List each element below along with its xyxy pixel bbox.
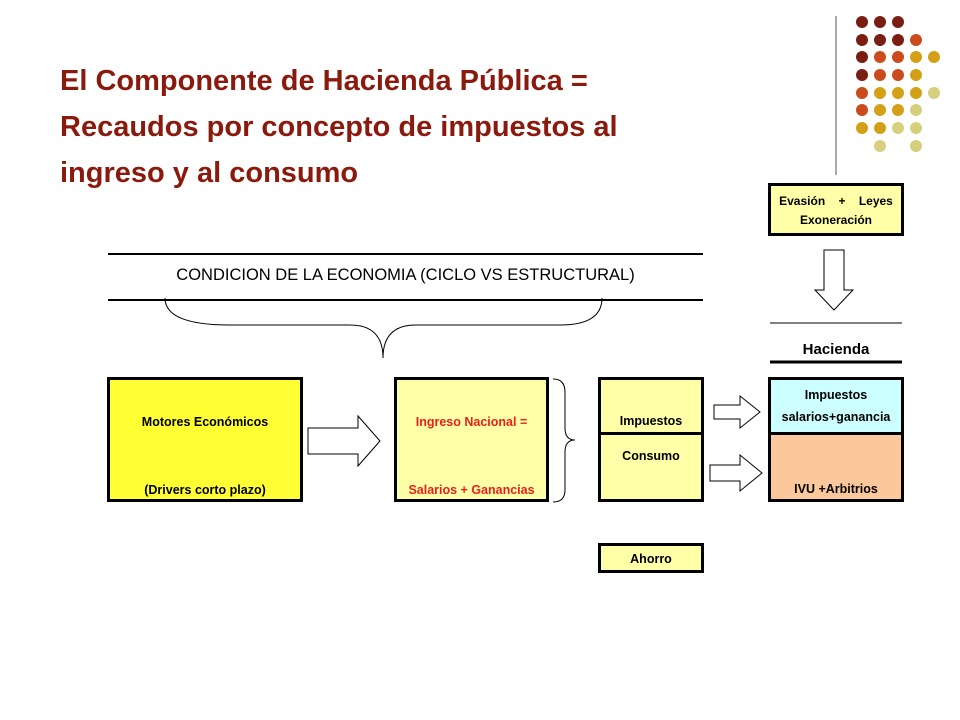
hacienda-impuestos-line-1: Impuestos — [804, 388, 868, 402]
decorative-dot-grid — [856, 16, 940, 152]
condicion-label: CONDICION DE LA ECONOMIA (CICLO VS ESTRUCTURAL) — [176, 266, 635, 284]
motores-box — [107, 377, 303, 502]
page-title — [60, 58, 800, 196]
motores-title: Motores Económicos — [141, 415, 269, 429]
consumo-box — [598, 432, 704, 502]
motores-subtitle: (Drivers corto plazo) — [144, 483, 266, 497]
arrow-consumo-to-hacienda — [710, 455, 762, 491]
ahorro-box — [598, 543, 704, 573]
impuestos-box — [598, 377, 704, 435]
ingreso-box — [394, 377, 549, 502]
arrow-evasion-to-hacienda — [815, 250, 853, 310]
ingreso-right-brace — [553, 379, 575, 502]
hacienda-impuestos-line-2: salarios+ganancia — [781, 410, 891, 424]
ingreso-subtitle: Salarios + Ganancias — [408, 483, 535, 497]
title-line-3: ingreso y al consumo — [60, 157, 359, 189]
evasion-line-2: Exoneración — [799, 213, 873, 227]
ahorro-label: Ahorro — [630, 552, 672, 566]
ivu-box — [768, 432, 904, 502]
consumo-label: Consumo — [622, 449, 680, 463]
title-line-1: El Componente de Hacienda Pública = — [60, 65, 588, 97]
hacienda-impuestos-box — [768, 377, 904, 435]
ivu-label: IVU +Arbitrios — [794, 482, 878, 496]
evasion-box — [768, 183, 904, 236]
arrow-motores-to-ingreso — [308, 416, 380, 466]
title-line-2: Recaudos por concepto de impuestos al — [60, 111, 618, 143]
impuestos-label: Impuestos — [619, 414, 683, 428]
arrow-impuestos-to-hacienda — [714, 396, 760, 428]
hacienda-label: Hacienda — [802, 341, 870, 358]
evasion-line-1: Evasión + Leyes — [779, 194, 893, 208]
ingreso-title: Ingreso Nacional = — [415, 415, 528, 429]
condicion-brace — [165, 298, 602, 358]
